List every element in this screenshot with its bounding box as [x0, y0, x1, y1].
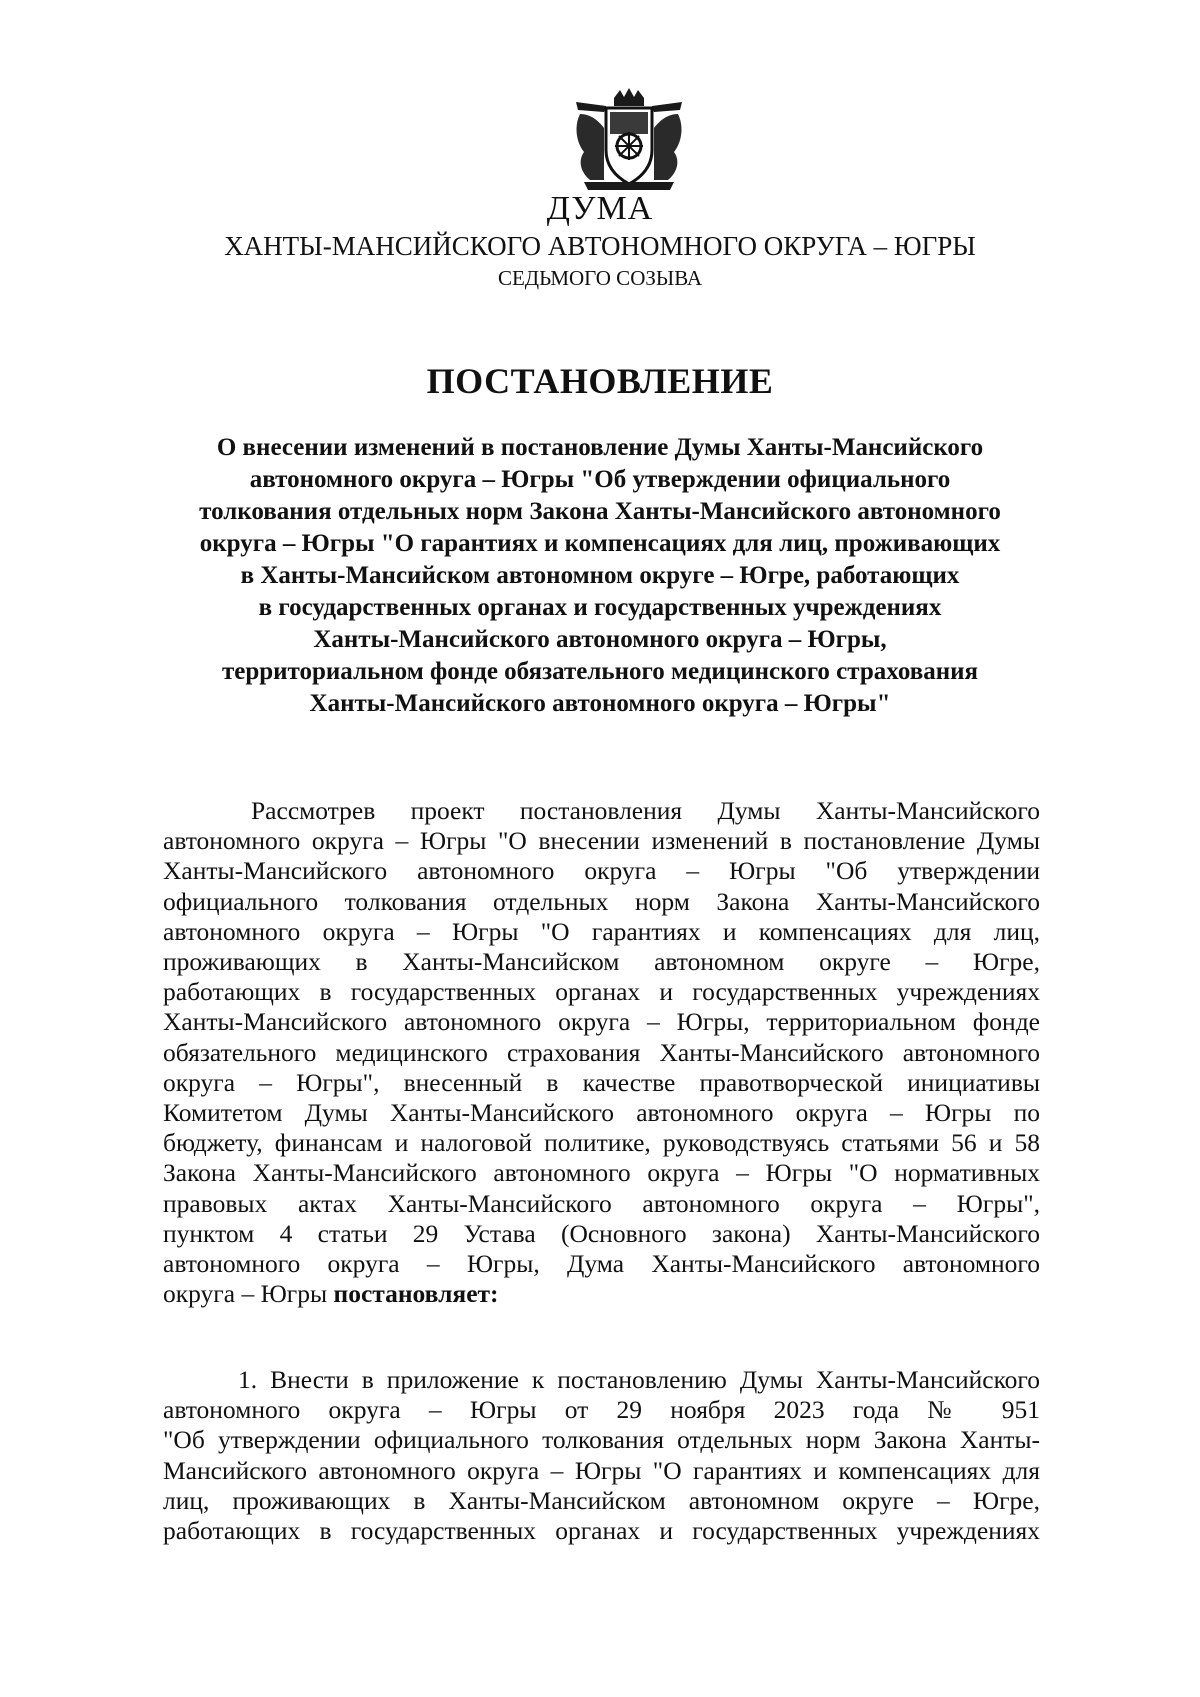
khmao-coat-of-arms-icon — [570, 88, 688, 192]
item-1-paragraph — [163, 1365, 1040, 1546]
paragraph-line: официального толкования отдельных норм Закона Ханты-Мансийского — [163, 886, 1040, 916]
paragraph-line: проживающих в Ханты-Мансийском автономном округе – Югре, — [163, 947, 1040, 977]
title-line: О внесении изменений в постановление Думы Ханты-Мансийского — [216, 434, 984, 461]
paragraph-line: Ханты-Мансийского автономного округа – Югры, территориальном фонде — [163, 1007, 1040, 1037]
paragraph-line: работающих в государственных органах и государственных учреждениях — [163, 1516, 1040, 1546]
title-line: толкования отдельных норм Закона Ханты-Мансийского автономного — [199, 498, 1001, 525]
paragraph-line: Рассмотрев проект постановления Думы Ханты-Мансийского — [251, 796, 1040, 825]
convocation: СЕДЬМОГО СОЗЫВА — [497, 266, 703, 290]
paragraph-last-line — [163, 1279, 1040, 1309]
paragraph-line: автономного округа – Югры, Дума Ханты-Мансийского автономного — [163, 1249, 1040, 1279]
paragraph-line: автономного округа – Югры от 29 ноября 2023 года № 951 — [163, 1395, 1040, 1425]
title-line: в Ханты-Мансийском автономном округе – Югре, работающих — [240, 562, 960, 589]
paragraph-line: лиц, проживающих в Ханты-Мансийском автономном округе – Югре, — [163, 1485, 1040, 1515]
document-title — [180, 432, 1020, 720]
document-type: ПОСТАНОВЛЕНИЕ — [426, 361, 774, 401]
paragraph-line: работающих в государственных органах и государственных учреждениях — [163, 977, 1040, 1007]
paragraph-line: пунктом 4 статьи 29 Устава (Основного закона) Ханты-Мансийского — [163, 1218, 1040, 1248]
title-line: в государственных органах и государственных учреждениях — [258, 594, 942, 621]
resolves-keyword: постановляет: — [333, 1279, 499, 1309]
paragraph-line: автономного округа – Югры "О внесении изменений в постановление Думы — [163, 826, 1040, 856]
preamble-paragraph — [163, 796, 1040, 1309]
paragraph-line: бюджету, финансам и налоговой политике, руководствуясь статьями 56 и 58 — [163, 1128, 1040, 1158]
paragraph-text: округа – Югры — [163, 1279, 328, 1309]
paragraph-line: Закона Ханты-Мансийского автономного округа – Югры "О нормативных — [163, 1158, 1040, 1188]
paragraph-line: "Об утверждении официального толкования отдельных норм Закона Ханты- — [163, 1425, 1040, 1455]
issuer-region: ХАНТЫ-МАНСИЙСКОГО АВТОНОМНОГО ОКРУГА – ЮГРЫ — [224, 231, 976, 261]
paragraph-line: округа – Югры", внесенный в качестве правотворческой инициативы — [163, 1067, 1040, 1097]
paragraph-line: обязательного медицинского страхования Ханты-Мансийского автономного — [163, 1037, 1040, 1067]
paragraph-line: 1. Внести в приложение к постановлению Думы Ханты-Мансийского — [238, 1365, 1040, 1394]
title-line: Ханты-Мансийского автономного округа – Югры, — [313, 626, 887, 653]
title-line: округа – Югры "О гарантиях и компенсациях для лиц, проживающих — [199, 530, 1001, 557]
paragraph-line: автономного округа – Югры "О гарантиях и компенсациях для лиц, — [163, 916, 1040, 946]
issuer-name: ДУМА — [546, 190, 654, 227]
title-line: Ханты-Мансийского автономного округа – Югры" — [309, 690, 891, 717]
paragraph-line: Ханты-Мансийского автономного округа – Югры "Об утверждении — [163, 856, 1040, 886]
paragraph-line: правовых актах Ханты-Мансийского автономного округа – Югры", — [163, 1188, 1040, 1218]
title-line: автономного округа – Югры "Об утверждении официального — [249, 466, 951, 493]
paragraph-line: Мансийского автономного округа – Югры "О гарантиях и компенсациях для — [163, 1455, 1040, 1485]
title-line: территориальном фонде обязательного медицинского страхования — [221, 658, 979, 685]
paragraph-line: Комитетом Думы Ханты-Мансийского автономного округа – Югры по — [163, 1098, 1040, 1128]
